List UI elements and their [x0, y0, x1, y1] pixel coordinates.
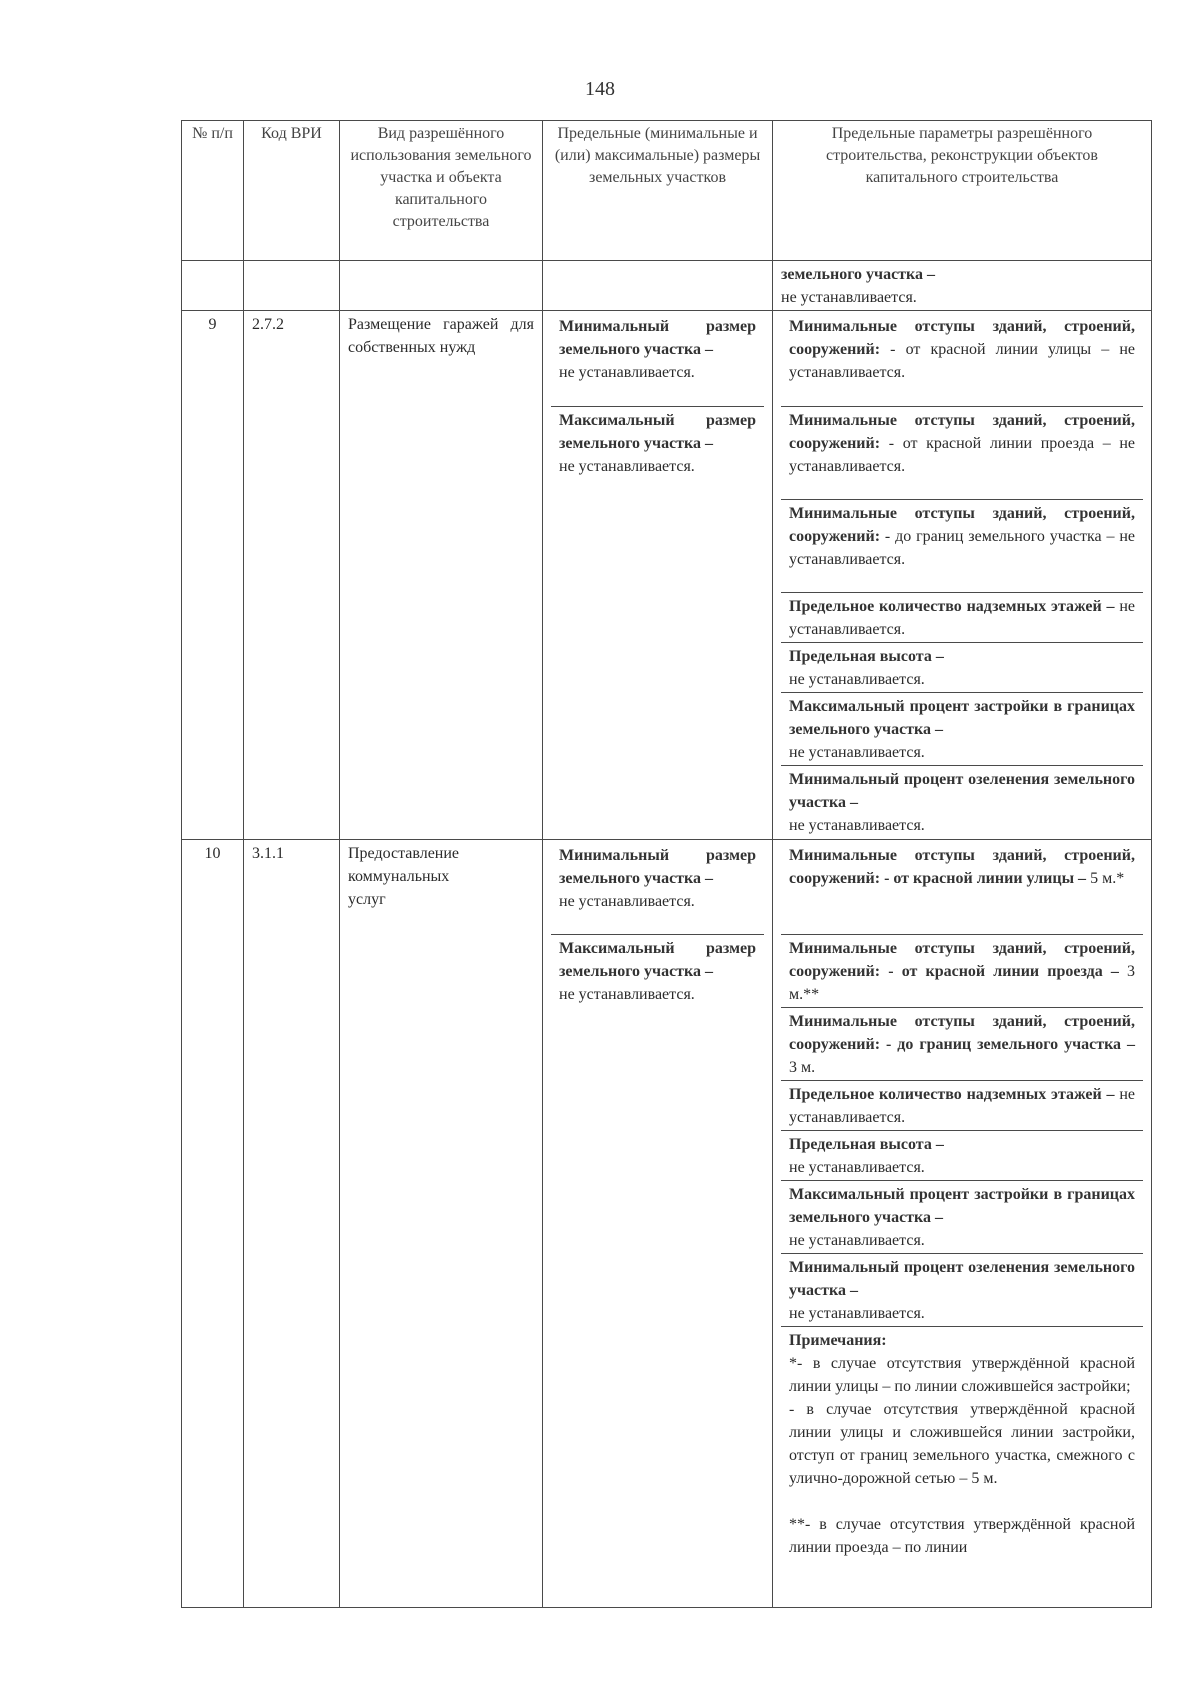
param-cell: Минимальные отступы зданий, строений, сооружений: - от красной линии проезда – не устанавливается. [781, 406, 1143, 499]
row-number: 10 [182, 839, 244, 1608]
notes-title: Примечания: [789, 1332, 887, 1349]
note-3: **- в случае отсутствия утверждённой красной линии проезда – по линии [789, 1516, 1135, 1556]
param-cell: Предельное количество надземных этажей – не устанавливается. [781, 1081, 1143, 1131]
max-size-cell: Максимальный размер земельного участка – не устанавливается. [559, 411, 756, 475]
row-code: 3.1.1 [244, 839, 340, 1608]
note-2: - в случае отсутствия утверждённой красной линии улицы и сложившейся линии застройки, отступ от границ земельного участка, смежного с улично-дорожной сетью – 5 м. [789, 1401, 1135, 1487]
continuation-cell [773, 261, 1152, 311]
continuation-row [182, 261, 1152, 311]
param-cell: Минимальные отступы зданий, строений, сооружений: - до границ земельного участка – не устанавливается. [781, 499, 1143, 592]
param-cell: Предельное количество надземных этажей – не устанавливается. [781, 592, 1143, 642]
continuation-bold: земельного участка – [781, 266, 936, 283]
param-cell: Максимальный процент застройки в границах земельного участка – не устанавливается. [781, 1181, 1143, 1254]
row-code: 2.7.2 [244, 311, 340, 840]
row-use-type: Размещение гаражей для собственных нужд [340, 311, 543, 840]
row-plot-sizes [543, 311, 773, 840]
param-cell: Минимальный процент озеленения земельного участка – не устанавливается. [781, 1254, 1143, 1327]
param-cell: Минимальные отступы зданий, строений, сооружений: - от красной линии улицы – 5 м.* [781, 842, 1143, 935]
param-cell: Минимальные отступы зданий, строений, сооружений: - до границ земельного участка – 3 м. [781, 1008, 1143, 1081]
param-cell: Предельная высота – не устанавливается. [781, 642, 1143, 692]
row-params [773, 839, 1152, 1608]
notes-cell [781, 1327, 1143, 1607]
header-use-type: Вид разрешённого использования земельного участка и объекта капитального строительства [340, 121, 543, 261]
min-size-cell: Минимальный размер земельного участка – не устанавливается. [551, 313, 764, 406]
table-header-row [182, 121, 1152, 261]
page-number: 148 [585, 78, 615, 100]
note-1: *- в случае отсутствия утверждённой красной линии улицы – по линии сложившейся застройки; [789, 1355, 1135, 1395]
min-size-cell: Минимальный размер земельного участка – не устанавливается. [551, 842, 764, 935]
table-row-10 [182, 839, 1152, 1608]
max-size-cell: Максимальный размер земельного участка – не устанавливается. [559, 940, 756, 1003]
row-use-type: Предоставление коммунальных услуг [340, 839, 543, 1608]
header-code: Код ВРИ [244, 121, 340, 261]
continuation-text: не устанавливается. [781, 289, 917, 306]
row-params [773, 311, 1152, 840]
param-cell: Максимальный процент застройки в границах земельного участка – не устанавливается. [781, 692, 1143, 765]
param-cell: Минимальный процент озеленения земельного участка – не устанавливается. [789, 770, 1135, 834]
land-use-table [181, 120, 1152, 1608]
row-number: 9 [182, 311, 244, 840]
param-cell: Предельная высота – не устанавливается. [781, 1131, 1143, 1181]
table-row-9 [182, 311, 1152, 840]
param-cell: Минимальные отступы зданий, строений, сооружений: - от красной линии проезда – 3 м.** [781, 935, 1143, 1008]
header-num: № п/п [182, 121, 244, 261]
header-params: Предельные параметры разрешённого строительства, реконструкции объектов капитального строительства [773, 121, 1152, 261]
row-plot-sizes [543, 839, 773, 1608]
param-cell: Минимальные отступы зданий, строений, сооружений: - от красной линии улицы – не устанавливается. [781, 313, 1143, 406]
header-plot-sizes: Предельные (минимальные и (или) максимальные) размеры земельных участков [543, 121, 773, 261]
